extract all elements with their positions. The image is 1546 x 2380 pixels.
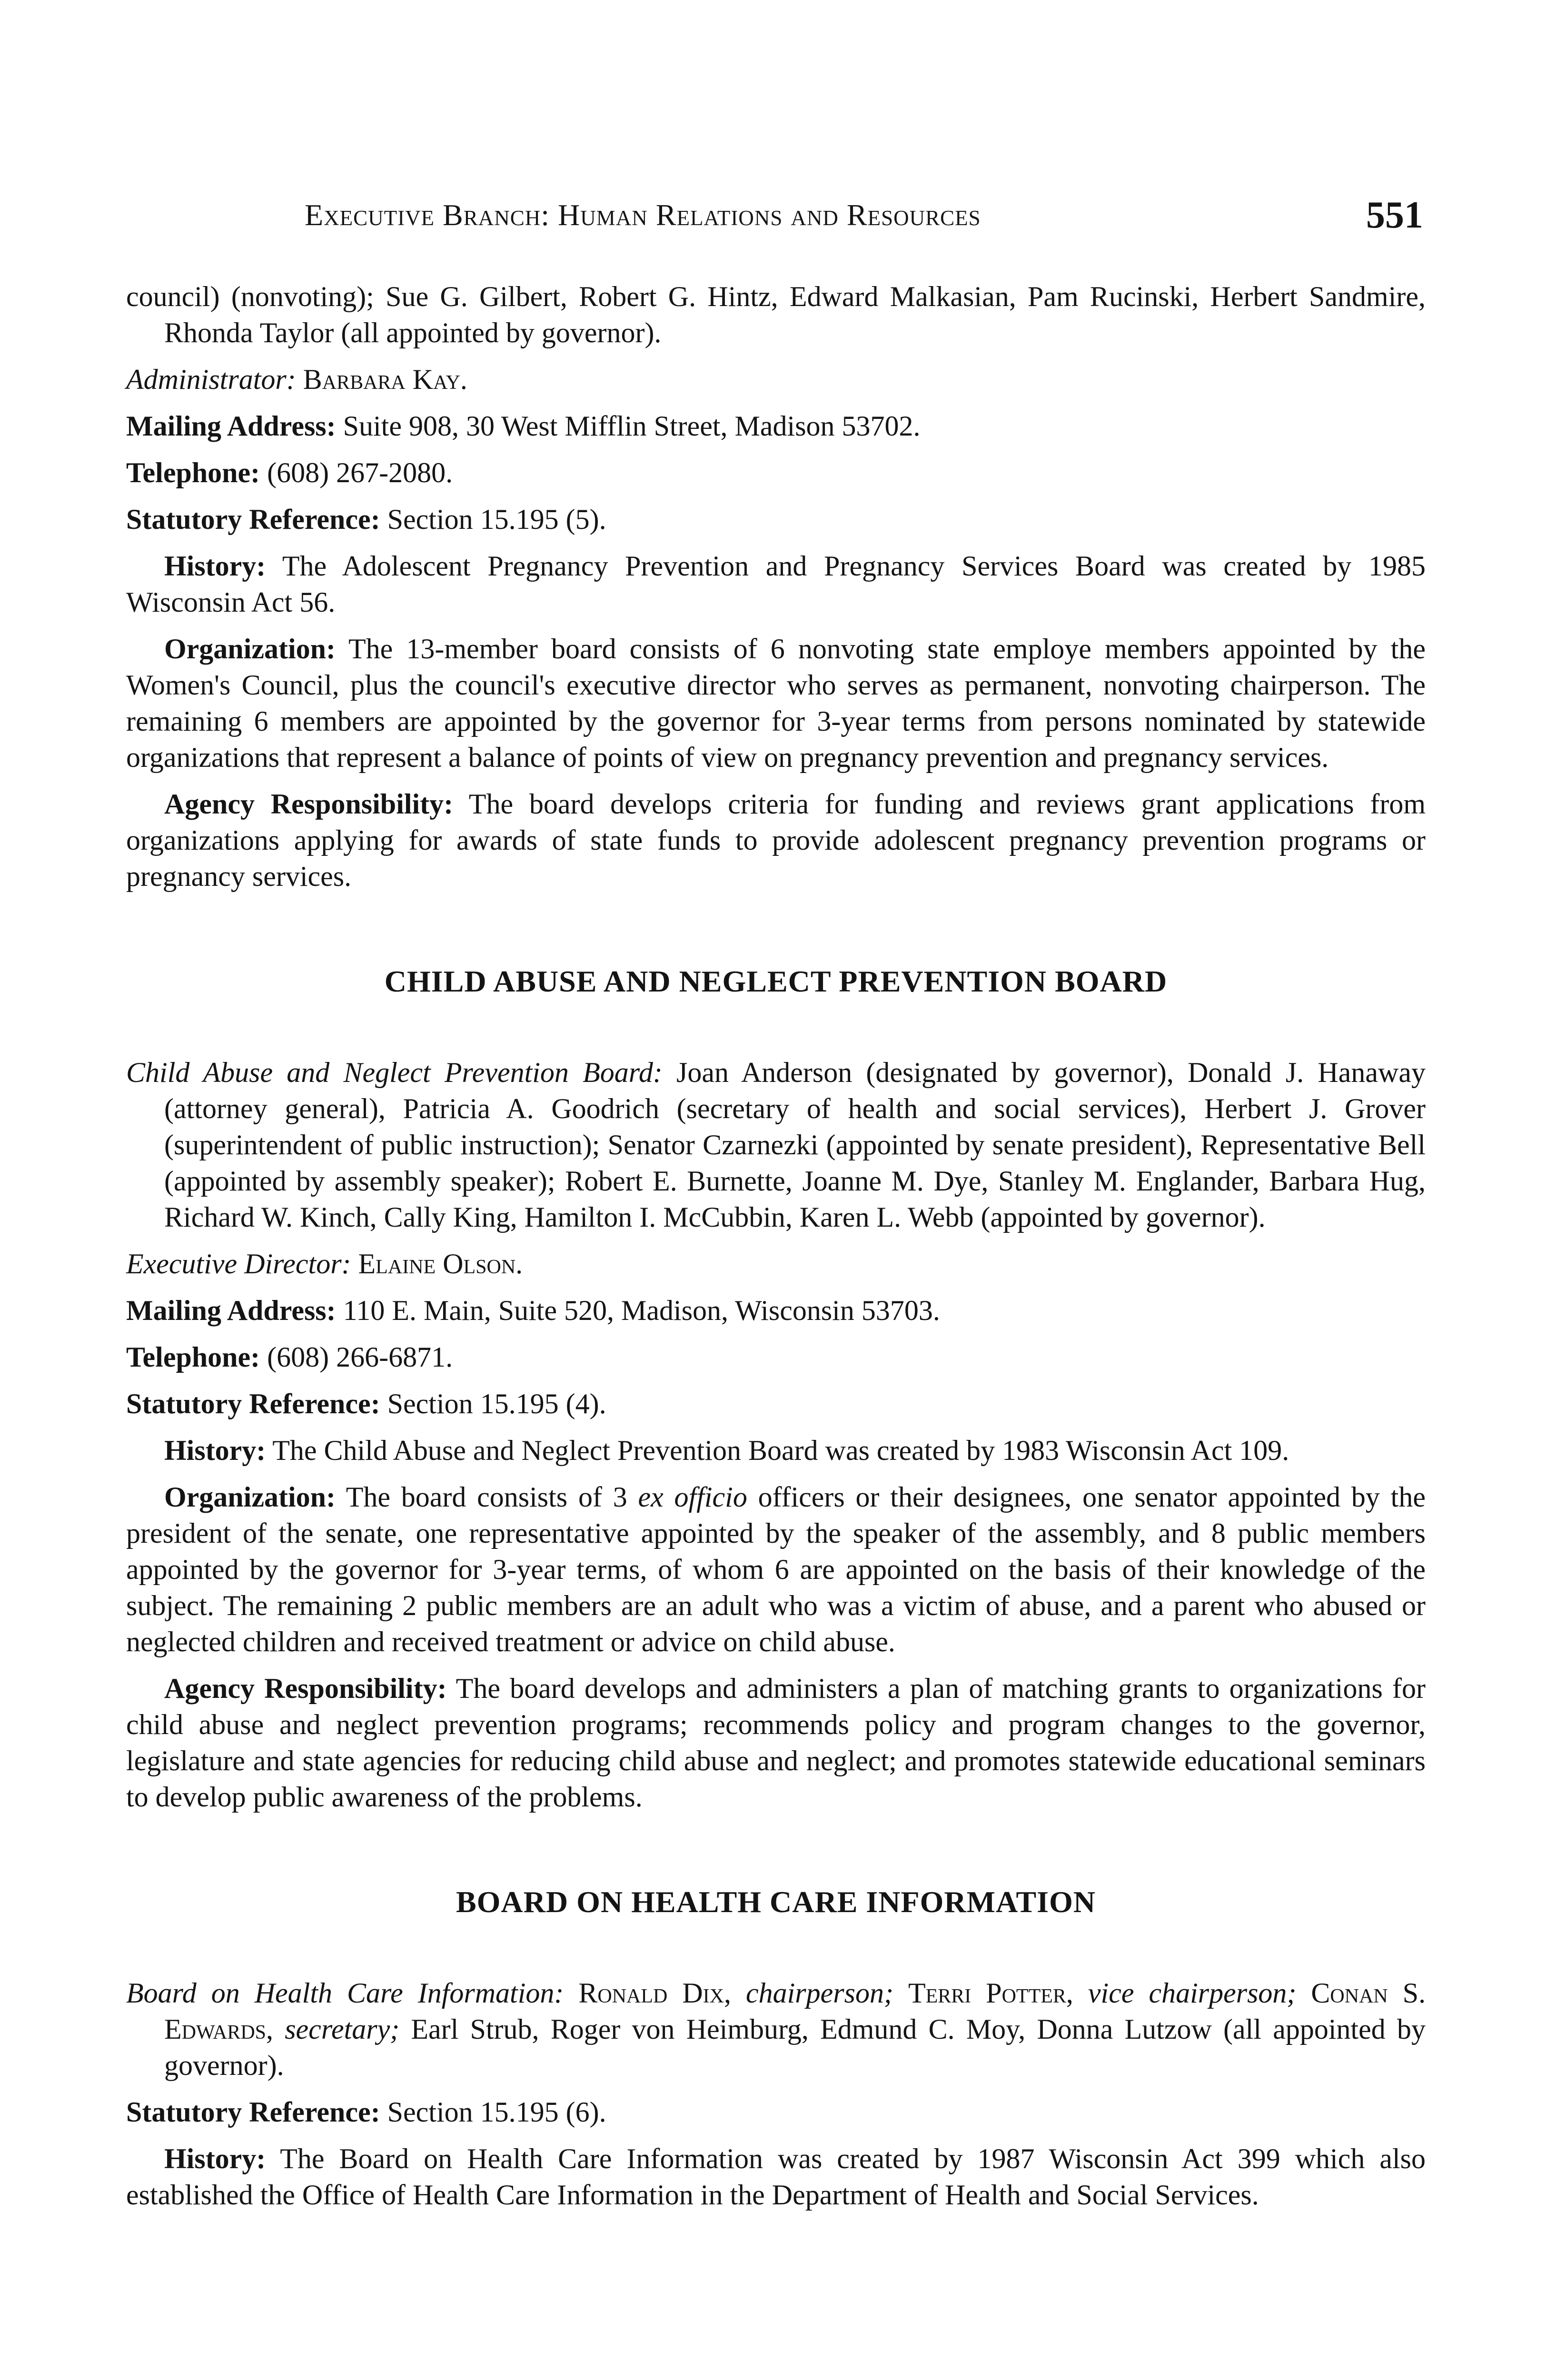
mailing-address-label: Mailing Address: xyxy=(126,410,336,442)
section-heading-child-abuse: CHILD ABUSE AND NEGLECT PREVENTION BOARD xyxy=(384,964,1168,998)
organization-label: Organization: xyxy=(164,1481,336,1513)
executive-director-label: Executive Director: xyxy=(126,1248,351,1279)
administrator-line xyxy=(126,361,1426,397)
administrator-value: Barbara Kay. xyxy=(303,364,467,395)
organization-paragraph xyxy=(126,631,1426,775)
organization-text-end: officers or their designees, one senator appointed by the president of the senate, one representative appointed by the speaker of the assembly, and 8 public members appointed by the governor for 3-year terms, of whom 6 are appointed on the basis of their knowledge of the subject. The remaining 2 public members are an adult who was a victim of abuse, and a parent who abused or neglected children and received treatment or advice on child abuse. xyxy=(126,1481,1426,1657)
telephone-line xyxy=(126,455,1426,491)
board-members-paragraph xyxy=(126,1975,1426,2083)
history-paragraph xyxy=(126,2141,1426,2213)
executive-director-value: Elaine Olson. xyxy=(358,1248,523,1279)
statutory-reference-label: Statutory Reference: xyxy=(126,2096,380,2128)
telephone-value: (608) 266-6871. xyxy=(267,1341,453,1373)
statutory-reference-value: Section 15.195 (4). xyxy=(387,1388,606,1419)
header-title: Executive Branch: Human Relations and Resources xyxy=(305,198,981,232)
telephone-label: Telephone: xyxy=(126,457,260,488)
organization-text-start: The board consists of 3 xyxy=(346,1481,627,1513)
history-paragraph xyxy=(126,1432,1426,1468)
organization-paragraph xyxy=(126,1479,1426,1660)
mailing-address-line xyxy=(126,408,1426,444)
member-secretary: Conan S. Edwards, xyxy=(164,1977,1426,2045)
statutory-reference-value: Section 15.195 (5). xyxy=(387,504,606,535)
board-members-text: Joan Anderson (designated by governor), Donald J. Hanaway (attorney general), Patricia A. Goodrich (secretary of health and social services), Herbert J. Grover (superintendent of public instruction); Senator Czarnezki (appointed by senate president), Representative Bell (appointed by assembly speaker); Robert E. Burnette, Joanne M. Dye, Stanley M. Englander, Barbara Hug, Richard W. Kinch, Cally King, Hamilton I. McCubbin, Karen L. Webb (appointed by governor). xyxy=(164,1057,1426,1233)
member-chair-role: chairperson; xyxy=(745,1977,893,2009)
agency-responsibility-label: Agency Responsibility: xyxy=(164,788,454,820)
member-vice-chair-role: vice chairperson; xyxy=(1088,1977,1297,2009)
telephone-label: Telephone: xyxy=(126,1341,260,1373)
agency-responsibility-text: The board develops and administers a plan of matching grants to organizations for child abuse and neglect prevention programs; recommends policy and program changes to the governor, legislature and state agencies for reducing child abuse and neglect; and promotes statewide educational seminars to develop public awareness of the problems. xyxy=(126,1673,1426,1813)
mailing-address-value: 110 E. Main, Suite 520, Madison, Wisconsin 53703. xyxy=(343,1295,940,1326)
history-text: The Child Abuse and Neglect Prevention Board was created by 1983 Wisconsin Act 109. xyxy=(272,1435,1289,1466)
board-members-label: Child Abuse and Neglect Prevention Board: xyxy=(126,1057,663,1088)
agency-responsibility-label: Agency Responsibility: xyxy=(164,1673,447,1704)
history-label: History: xyxy=(164,1435,266,1466)
member-vice-chair: Terri Potter, xyxy=(908,1977,1073,2009)
telephone-line xyxy=(126,1339,1426,1375)
agency-responsibility-text: The board develops criteria for funding and reviews grant applications from organizations applying for awards of state funds to provide adolescent pregnancy prevention programs or pregnancy services. xyxy=(126,788,1426,892)
members-rest: Earl Strub, Roger von Heimburg, Edmund C. Moy, Donna Lutzow (all appointed by governor). xyxy=(164,2013,1426,2081)
page-number: 551 xyxy=(1366,194,1423,236)
member-chair: Ronald Dix, xyxy=(578,1977,731,2009)
organization-text-italic: ex officio xyxy=(638,1481,747,1513)
statutory-reference-label: Statutory Reference: xyxy=(126,1388,380,1419)
statutory-reference-line xyxy=(126,501,1426,537)
member-secretary-role: secretary; xyxy=(285,2013,400,2045)
executive-director-line xyxy=(126,1246,1426,1282)
history-label: History: xyxy=(164,2143,266,2174)
running-header xyxy=(305,194,1423,240)
mailing-address-line xyxy=(126,1292,1426,1329)
organization-label: Organization: xyxy=(164,633,336,664)
board-members-label: Board on Health Care Information: xyxy=(126,1977,564,2009)
organization-text: The 13-member board consists of 6 nonvoting state employe members appointed by the Women's Council, plus the council's executive director who serves as permanent, nonvoting chairperson. The remaining 6 members are appointed by the governor for 3-year terms from persons nominated by statewide organizations that represent a balance of points of view on pregnancy prevention and pregnancy services. xyxy=(126,633,1426,773)
agency-responsibility-paragraph xyxy=(126,1670,1426,1815)
administrator-label: Administrator: xyxy=(126,364,296,395)
statutory-reference-line xyxy=(126,2094,1426,2130)
statutory-reference-label: Statutory Reference: xyxy=(126,504,380,535)
mailing-address-value: Suite 908, 30 West Mifflin Street, Madison 53702. xyxy=(343,410,921,442)
page-body xyxy=(126,278,1426,2223)
telephone-value: (608) 267-2080. xyxy=(267,457,453,488)
section-heading-health-care: BOARD ON HEALTH CARE INFORMATION xyxy=(456,1885,1096,1919)
agency-responsibility-paragraph xyxy=(126,786,1426,894)
members-continuation xyxy=(126,278,1426,351)
statutory-reference-line xyxy=(126,1386,1426,1422)
board-members-paragraph xyxy=(126,1054,1426,1235)
history-label: History: xyxy=(164,550,266,582)
history-text: The Adolescent Pregnancy Prevention and Pregnancy Services Board was created by 1985 Wisconsin Act 56. xyxy=(126,550,1426,618)
history-paragraph xyxy=(126,548,1426,620)
history-text: The Board on Health Care Information was created by 1987 Wisconsin Act 399 which also established the Office of Health Care Information in the Department of Health and Social Services. xyxy=(126,2143,1426,2211)
mailing-address-label: Mailing Address: xyxy=(126,1295,336,1326)
statutory-reference-value: Section 15.195 (6). xyxy=(387,2096,606,2128)
members-text: council) (nonvoting); Sue G. Gilbert, Robert G. Hintz, Edward Malkasian, Pam Rucinski, Herbert Sandmire, Rhonda Taylor (all appointed by governor). xyxy=(126,281,1426,348)
